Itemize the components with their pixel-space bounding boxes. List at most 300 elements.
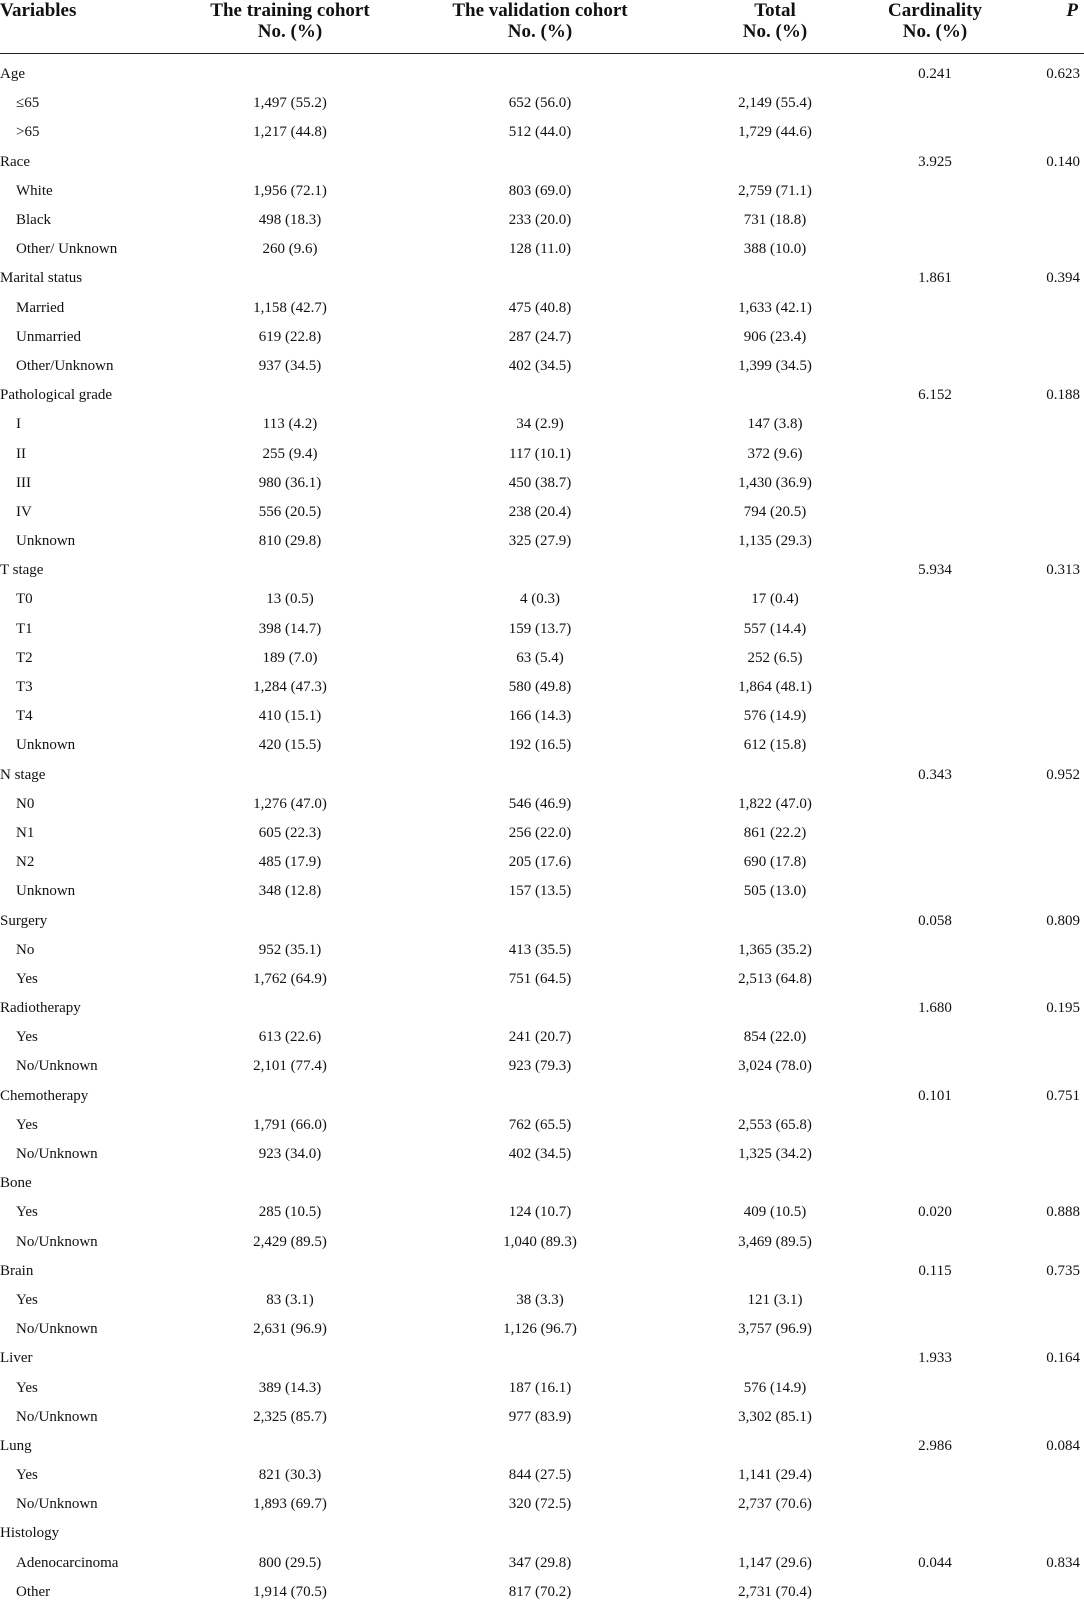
cardinality-cell: 0.058 [918, 912, 952, 929]
cardinality-cell [860, 731, 1010, 760]
cardinality-cell: 3.925 [918, 153, 952, 170]
p-value-cell [1010, 585, 1084, 614]
total-cell: 1,864 (48.1) [738, 679, 812, 696]
variable-cell: Bone [0, 1175, 32, 1192]
training-cohort-cell: 556 (20.5) [258, 503, 322, 520]
total-cell [690, 54, 860, 90]
p-value-cell [1010, 877, 1084, 906]
p-value-cell: 0.313 [1046, 562, 1080, 579]
table-row-subcategory [0, 673, 1084, 702]
p-value-cell: 0.888 [1046, 1204, 1080, 1221]
total-cell: 1,822 (47.0) [738, 795, 812, 812]
total-cell [690, 1519, 860, 1548]
validation-cohort-cell: 34 (2.9) [516, 416, 564, 433]
validation-cohort-cell: 1,126 (96.7) [503, 1321, 577, 1338]
validation-cohort-cell: 347 (29.8) [508, 1554, 572, 1571]
variable-cell: Chemotherapy [0, 1087, 89, 1104]
training-cohort-cell: 1,893 (69.7) [253, 1496, 327, 1513]
validation-cohort-cell [390, 264, 690, 293]
p-value-cell [1010, 439, 1084, 468]
total-cell: 2,731 (70.4) [738, 1583, 812, 1600]
table-row-variable-group [0, 1169, 1084, 1198]
table-row-subcategory [0, 1052, 1084, 1081]
validation-cohort-cell: 546 (46.9) [508, 795, 572, 812]
p-value-cell [1010, 118, 1084, 147]
cardinality-cell [860, 644, 1010, 673]
table-row-subcategory [0, 848, 1084, 877]
variable-cell: IV [16, 503, 32, 520]
p-value-cell [1010, 206, 1084, 235]
validation-cohort-cell [390, 556, 690, 585]
header-total-subtitle: No. (%) [742, 21, 808, 42]
p-value-cell [1010, 294, 1084, 323]
validation-cohort-cell: 325 (27.9) [508, 533, 572, 550]
table-row-variable-group [0, 994, 1084, 1023]
cardinality-cell [860, 1286, 1010, 1315]
cardinality-cell [860, 410, 1010, 439]
p-value-cell [1010, 731, 1084, 760]
table-row-variable-group [0, 264, 1084, 293]
header-training-cohort [190, 0, 390, 54]
total-cell [690, 381, 860, 410]
cardinality-cell [860, 673, 1010, 702]
total-cell: 2,149 (55.4) [738, 95, 812, 112]
table-row-subcategory [0, 1111, 1084, 1140]
training-cohort-cell: 113 (4.2) [262, 416, 318, 433]
total-cell: 1,135 (29.3) [738, 533, 812, 550]
variable-cell: II [16, 445, 26, 462]
cardinality-cell [860, 1490, 1010, 1519]
cardinality-cell [860, 1519, 1010, 1548]
table-row-variable-group [0, 381, 1084, 410]
table-row-subcategory [0, 1461, 1084, 1490]
total-cell: 388 (10.0) [743, 241, 807, 258]
table-row-subcategory [0, 1023, 1084, 1052]
cardinality-cell [860, 936, 1010, 965]
p-value-cell: 0.084 [1046, 1437, 1080, 1454]
training-cohort-cell: 1,497 (55.2) [253, 95, 327, 112]
cardinality-cell: 0.101 [918, 1087, 952, 1104]
validation-cohort-cell: 1,040 (89.3) [503, 1233, 577, 1250]
validation-cohort-cell: 233 (20.0) [508, 212, 572, 229]
validation-cohort-cell: 402 (34.5) [508, 357, 572, 374]
table-row-variable-group [0, 148, 1084, 177]
validation-cohort-cell: 166 (14.3) [508, 708, 572, 725]
p-value-cell: 0.952 [1046, 766, 1080, 783]
variable-cell: >65 [16, 124, 40, 141]
validation-cohort-cell: 450 (38.7) [508, 474, 572, 491]
training-cohort-cell: 1,791 (66.0) [253, 1116, 327, 1133]
variable-cell: Liver [0, 1350, 33, 1367]
table-row-variable-group [0, 1344, 1084, 1373]
validation-cohort-cell: 977 (83.9) [508, 1408, 572, 1425]
table-row-subcategory [0, 965, 1084, 994]
training-cohort-cell: 348 (12.8) [258, 883, 322, 900]
variable-cell: Yes [16, 1029, 38, 1046]
variable-cell: Yes [16, 1379, 38, 1396]
table-row-subcategory [0, 235, 1084, 264]
variable-cell: N1 [16, 824, 35, 841]
header-cardinality-title: Cardinality [888, 0, 982, 21]
table-row-subcategory [0, 1549, 1084, 1578]
cardinality-cell [860, 498, 1010, 527]
training-cohort-cell: 285 (10.5) [258, 1204, 322, 1221]
table-row-subcategory [0, 615, 1084, 644]
table-row-subcategory [0, 1198, 1084, 1227]
header-total-title: Total [754, 0, 796, 21]
variable-cell: No/Unknown [16, 1408, 98, 1425]
training-cohort-cell: 398 (14.7) [258, 620, 322, 637]
training-cohort-cell [190, 1257, 390, 1286]
validation-cohort-cell: 580 (49.8) [508, 679, 572, 696]
header-cardinality-subtitle: No. (%) [902, 21, 968, 42]
training-cohort-cell: 2,429 (89.5) [253, 1233, 327, 1250]
cardinality-cell [860, 790, 1010, 819]
p-value-cell [1010, 410, 1084, 439]
validation-cohort-cell: 117 (10.1) [509, 445, 571, 462]
cardinality-cell: 1.933 [918, 1350, 952, 1367]
p-value-cell [1010, 1315, 1084, 1344]
cardinality-cell [860, 206, 1010, 235]
table-row-subcategory [0, 644, 1084, 673]
variable-cell: No/Unknown [16, 1146, 98, 1163]
p-value-cell [1010, 1403, 1084, 1432]
p-value-cell [1010, 1023, 1084, 1052]
table-row-variable-group [0, 1519, 1084, 1548]
cardinality-cell [860, 323, 1010, 352]
total-cell: 2,759 (71.1) [738, 182, 812, 199]
total-cell: 861 (22.2) [743, 824, 807, 841]
total-cell [690, 1344, 860, 1373]
p-value-cell [1010, 1519, 1084, 1548]
total-cell [690, 148, 860, 177]
table-row-subcategory [0, 527, 1084, 556]
training-cohort-cell: 420 (15.5) [258, 737, 322, 754]
cardinality-cell: 6.152 [918, 387, 952, 404]
total-cell: 17 (0.4) [751, 591, 799, 608]
p-value-cell [1010, 177, 1084, 206]
cardinality-cell [860, 1461, 1010, 1490]
variable-cell: White [16, 182, 53, 199]
total-cell: 409 (10.5) [743, 1204, 807, 1221]
cardinality-cell [860, 1228, 1010, 1257]
training-cohort-cell [190, 761, 390, 790]
training-cohort-cell: 605 (22.3) [258, 824, 322, 841]
variable-cell: Surgery [0, 912, 48, 929]
p-value-cell [1010, 1052, 1084, 1081]
validation-cohort-cell: 844 (27.5) [508, 1467, 572, 1484]
variable-cell: Other [16, 1583, 51, 1600]
p-value-cell: 0.809 [1046, 912, 1080, 929]
variable-cell: III [16, 474, 31, 491]
training-cohort-cell: 1,276 (47.0) [253, 795, 327, 812]
table-row-subcategory [0, 177, 1084, 206]
validation-cohort-cell: 320 (72.5) [508, 1496, 572, 1513]
p-value-cell [1010, 1111, 1084, 1140]
training-cohort-cell: 2,631 (96.9) [253, 1321, 327, 1338]
p-value-cell [1010, 89, 1084, 118]
cardinality-cell [860, 1023, 1010, 1052]
total-cell: 252 (6.5) [747, 649, 803, 666]
table-row-subcategory [0, 498, 1084, 527]
p-value-cell [1010, 1490, 1084, 1519]
p-value-cell: 0.394 [1046, 270, 1080, 287]
total-cell: 1,141 (29.4) [738, 1467, 812, 1484]
variable-cell: No/Unknown [16, 1058, 98, 1075]
cardinality-cell: 0.343 [918, 766, 952, 783]
training-cohort-cell: 498 (18.3) [258, 212, 322, 229]
training-cohort-cell: 952 (35.1) [258, 941, 322, 958]
table-row-subcategory [0, 790, 1084, 819]
variable-cell: I [16, 416, 21, 433]
cardinality-cell [860, 877, 1010, 906]
cardinality-cell [860, 118, 1010, 147]
table-row-subcategory [0, 1140, 1084, 1169]
training-cohort-cell: 1,762 (64.9) [253, 970, 327, 987]
training-cohort-cell: 980 (36.1) [258, 474, 322, 491]
cardinality-cell [860, 352, 1010, 381]
table-row-subcategory [0, 936, 1084, 965]
validation-cohort-cell: 475 (40.8) [508, 299, 572, 316]
total-cell [690, 1257, 860, 1286]
table-row-variable-group [0, 1082, 1084, 1111]
training-cohort-cell: 1,158 (42.7) [253, 299, 327, 316]
variable-cell: T3 [16, 679, 33, 696]
variable-cell: N0 [16, 795, 35, 812]
cardinality-cell [860, 469, 1010, 498]
validation-cohort-cell [390, 906, 690, 935]
p-value-cell [1010, 469, 1084, 498]
training-cohort-cell: 937 (34.5) [258, 357, 322, 374]
total-cell: 906 (23.4) [743, 328, 807, 345]
table-row-subcategory [0, 819, 1084, 848]
validation-cohort-cell: 4 (0.3) [520, 591, 560, 608]
table-row-subcategory [0, 731, 1084, 760]
variable-cell: Brain [0, 1262, 34, 1279]
table-row-subcategory [0, 323, 1084, 352]
validation-cohort-cell: 63 (5.4) [516, 649, 564, 666]
p-value-cell [1010, 352, 1084, 381]
cardinality-cell: 1.861 [918, 270, 952, 287]
cardinality-cell [860, 294, 1010, 323]
variable-cell: T1 [16, 620, 33, 637]
validation-cohort-cell: 402 (34.5) [508, 1146, 572, 1163]
cardinality-cell [860, 585, 1010, 614]
table-row-subcategory [0, 1373, 1084, 1402]
training-cohort-cell: 2,101 (77.4) [253, 1058, 327, 1075]
variable-cell: No/Unknown [16, 1233, 98, 1250]
cardinality-cell: 0.020 [918, 1204, 952, 1221]
table-row-variable-group [0, 1257, 1084, 1286]
total-cell [690, 994, 860, 1023]
training-cohort-cell: 821 (30.3) [258, 1467, 322, 1484]
training-cohort-cell [190, 1344, 390, 1373]
variable-cell: N2 [16, 854, 35, 871]
header-variables-label: Variables [0, 0, 77, 21]
variable-cell: T2 [16, 649, 33, 666]
table-row-variable-group [0, 761, 1084, 790]
total-cell: 147 (3.8) [747, 416, 803, 433]
cardinality-cell [860, 1052, 1010, 1081]
validation-cohort-cell: 803 (69.0) [508, 182, 572, 199]
header-variables [0, 0, 190, 54]
cardinality-cell [860, 615, 1010, 644]
validation-cohort-cell: 159 (13.7) [508, 620, 572, 637]
p-value-cell [1010, 965, 1084, 994]
training-cohort-cell: 613 (22.6) [258, 1029, 322, 1046]
total-cell [690, 1432, 860, 1461]
cardinality-cell [860, 1403, 1010, 1432]
table-row-subcategory [0, 1403, 1084, 1432]
total-cell: 1,399 (34.5) [738, 357, 812, 374]
variable-cell: Yes [16, 1467, 38, 1484]
p-value-cell [1010, 819, 1084, 848]
total-cell: 1,147 (29.6) [738, 1554, 812, 1571]
variable-cell: Adenocarcinoma [16, 1554, 119, 1571]
variable-cell: No/Unknown [16, 1321, 98, 1338]
training-cohort-cell: 800 (29.5) [258, 1554, 322, 1571]
validation-cohort-cell: 652 (56.0) [508, 95, 572, 112]
training-cohort-cell: 1,217 (44.8) [253, 124, 327, 141]
cardinality-cell [860, 1111, 1010, 1140]
variable-cell: Lung [0, 1437, 32, 1454]
validation-cohort-cell: 256 (22.0) [508, 824, 572, 841]
p-value-cell: 0.140 [1046, 153, 1080, 170]
training-cohort-cell: 189 (7.0) [262, 649, 318, 666]
p-value-cell [1010, 644, 1084, 673]
table-row-variable-group [0, 1432, 1084, 1461]
validation-cohort-cell: 38 (3.3) [516, 1291, 564, 1308]
table-row-subcategory [0, 294, 1084, 323]
total-cell [690, 761, 860, 790]
table-row-subcategory [0, 469, 1084, 498]
validation-cohort-cell: 241 (20.7) [508, 1029, 572, 1046]
cardinality-cell [860, 1140, 1010, 1169]
validation-cohort-cell [390, 1169, 690, 1198]
table-row-subcategory [0, 89, 1084, 118]
variable-cell: ≤65 [16, 95, 40, 112]
cardinality-cell: 5.934 [918, 562, 952, 579]
p-value-cell: 0.623 [1046, 66, 1080, 83]
header-validation-subtitle: No. (%) [507, 21, 573, 42]
total-cell: 1,365 (35.2) [738, 941, 812, 958]
validation-cohort-cell: 762 (65.5) [508, 1116, 572, 1133]
cardinality-cell: 0.044 [918, 1554, 952, 1571]
total-cell: 854 (22.0) [743, 1029, 807, 1046]
validation-cohort-cell: 512 (44.0) [508, 124, 572, 141]
training-cohort-cell: 410 (15.1) [258, 708, 322, 725]
total-cell: 576 (14.9) [743, 1379, 807, 1396]
total-cell [690, 264, 860, 293]
validation-cohort-cell [390, 761, 690, 790]
variable-cell: Other/Unknown [16, 357, 114, 374]
training-cohort-cell: 13 (0.5) [266, 591, 314, 608]
training-cohort-cell [190, 54, 390, 90]
total-cell: 3,469 (89.5) [738, 1233, 812, 1250]
cardinality-cell [860, 89, 1010, 118]
cardinality-cell [860, 1373, 1010, 1402]
p-value-cell [1010, 1461, 1084, 1490]
variable-cell: Yes [16, 970, 38, 987]
validation-cohort-cell: 187 (16.1) [508, 1379, 572, 1396]
total-cell: 794 (20.5) [743, 503, 807, 520]
validation-cohort-cell [390, 1082, 690, 1111]
training-cohort-cell [190, 994, 390, 1023]
total-cell: 557 (14.4) [743, 620, 807, 637]
p-value-cell [1010, 1373, 1084, 1402]
table-header [0, 0, 1084, 54]
training-cohort-cell: 810 (29.8) [258, 533, 322, 550]
p-value-cell [1010, 1286, 1084, 1315]
total-cell [690, 1082, 860, 1111]
training-cohort-cell [190, 1169, 390, 1198]
total-cell: 1,633 (42.1) [738, 299, 812, 316]
total-cell: 372 (9.6) [747, 445, 803, 462]
table-row-subcategory [0, 585, 1084, 614]
p-value-cell [1010, 615, 1084, 644]
validation-cohort-cell [390, 54, 690, 90]
validation-cohort-cell [390, 1257, 690, 1286]
header-validation-title: The validation cohort [452, 0, 628, 21]
header-p-label: P [1066, 0, 1078, 21]
table-row-subcategory [0, 439, 1084, 468]
table-row-subcategory [0, 206, 1084, 235]
training-cohort-cell [190, 556, 390, 585]
validation-cohort-cell: 751 (64.5) [508, 970, 572, 987]
cardinality-cell [860, 177, 1010, 206]
table-row-subcategory [0, 702, 1084, 731]
validation-cohort-cell: 287 (24.7) [508, 328, 572, 345]
variable-cell: No [16, 941, 35, 958]
variable-cell: Black [16, 212, 51, 229]
variable-cell: Married [16, 299, 65, 316]
variable-cell: Other/ Unknown [16, 241, 118, 258]
p-value-cell [1010, 936, 1084, 965]
p-value-cell: 0.735 [1046, 1262, 1080, 1279]
total-cell: 2,553 (65.8) [738, 1116, 812, 1133]
training-cohort-cell: 619 (22.8) [258, 328, 322, 345]
validation-cohort-cell [390, 1519, 690, 1548]
cardinality-cell [860, 965, 1010, 994]
p-value-cell [1010, 323, 1084, 352]
total-cell [690, 906, 860, 935]
training-cohort-cell [190, 1519, 390, 1548]
variable-cell: N stage [0, 766, 46, 783]
table-row-subcategory [0, 1228, 1084, 1257]
training-cohort-cell: 255 (9.4) [262, 445, 318, 462]
table-row-subcategory [0, 1490, 1084, 1519]
total-cell: 731 (18.8) [743, 212, 807, 229]
variable-cell: Age [0, 66, 25, 83]
table-row-variable-group [0, 906, 1084, 935]
total-cell: 612 (15.8) [743, 737, 807, 754]
p-value-cell [1010, 235, 1084, 264]
cardinality-cell [860, 1169, 1010, 1198]
p-value-cell [1010, 790, 1084, 819]
training-cohort-cell [190, 264, 390, 293]
cardinality-cell [860, 235, 1010, 264]
cardinality-cell: 0.115 [918, 1262, 952, 1279]
total-cell [690, 556, 860, 585]
cardinality-cell [860, 848, 1010, 877]
variable-cell: Unmarried [16, 328, 81, 345]
header-row [0, 0, 1084, 54]
validation-cohort-cell: 817 (70.2) [508, 1583, 572, 1600]
header-total [690, 0, 860, 54]
training-cohort-cell [190, 381, 390, 410]
total-cell: 1,729 (44.6) [738, 124, 812, 141]
p-value-cell [1010, 1140, 1084, 1169]
